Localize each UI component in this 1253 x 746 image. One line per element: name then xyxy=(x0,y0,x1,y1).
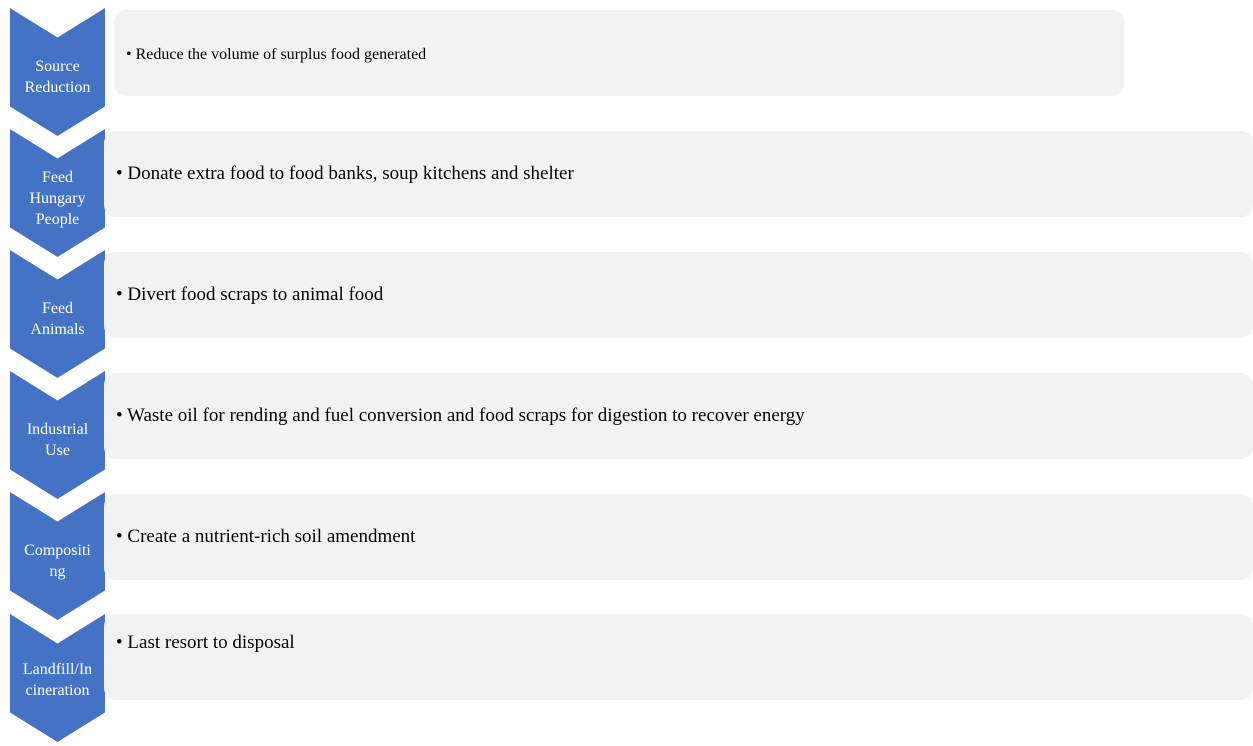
step-row xyxy=(0,492,1253,622)
step-description-box xyxy=(104,252,1253,338)
step-row xyxy=(0,371,1253,501)
step-label-line: cineration xyxy=(25,682,90,699)
step-label-line: Animals xyxy=(30,321,85,338)
step-row xyxy=(0,614,1253,744)
step-label-line: Reduction xyxy=(24,79,91,96)
step-label-line: Compositi xyxy=(24,542,91,559)
step-label xyxy=(10,56,105,98)
step-row xyxy=(0,129,1253,259)
step-label xyxy=(10,167,105,230)
step-description-box xyxy=(104,614,1253,700)
step-description-box xyxy=(104,373,1253,459)
step-label-line: Industrial xyxy=(26,421,89,438)
step-label-line: Feed xyxy=(41,169,74,186)
step-label-line: Hungary xyxy=(29,190,86,207)
step-label-line: Feed xyxy=(41,300,74,317)
step-bullet-text: • Create a nutrient-rich soil amendment xyxy=(116,526,416,547)
step-label xyxy=(10,659,105,701)
step-label-line: Landfill/In xyxy=(22,661,93,678)
step-label-line: People xyxy=(35,211,80,228)
step-label xyxy=(10,540,105,582)
step-label-line: Source xyxy=(35,58,80,75)
step-description-box xyxy=(104,131,1253,217)
step-bullet-text: • Donate extra food to food banks, soup kitchens and shelter xyxy=(116,163,574,184)
step-row xyxy=(0,8,1253,138)
step-row xyxy=(0,250,1253,380)
step-description-box xyxy=(114,10,1124,96)
step-label xyxy=(10,419,105,461)
step-description-box xyxy=(104,494,1253,580)
step-label xyxy=(10,298,105,340)
step-label-line: Use xyxy=(45,442,70,459)
step-bullet-text: • Reduce the volume of surplus food generated xyxy=(126,46,427,63)
step-label-line: ng xyxy=(49,563,66,580)
step-bullet-text: • Waste oil for rending and fuel conversion and food scraps for digestion to recover energy xyxy=(116,405,805,426)
step-bullet-text: • Divert food scraps to animal food xyxy=(116,284,384,305)
step-bullet-text: • Last resort to disposal xyxy=(116,632,295,653)
